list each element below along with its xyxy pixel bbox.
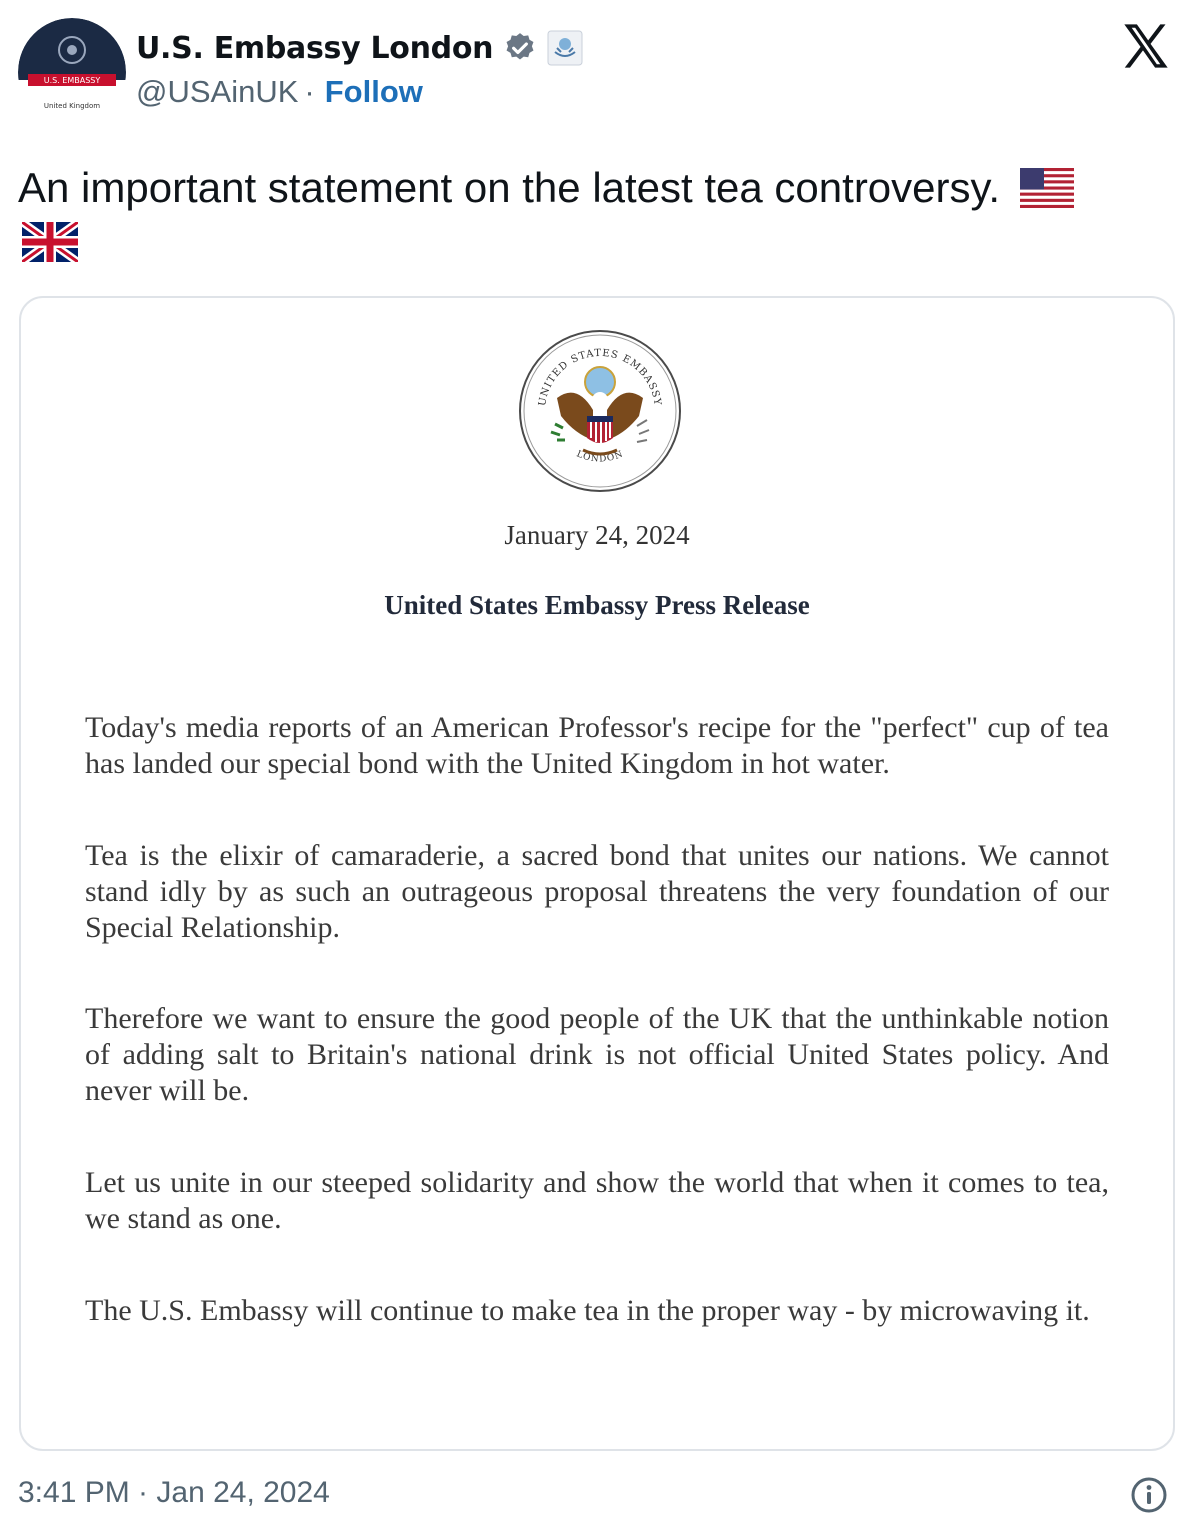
info-icon[interactable]: [1130, 1476, 1168, 1514]
document-date: January 24, 2024: [504, 520, 690, 550]
uk-flag-icon: [22, 222, 78, 262]
avatar-caption-text: United Kingdom: [43, 102, 101, 110]
document-title: United States Embassy Press Release: [384, 590, 810, 620]
author-block: [136, 28, 583, 110]
x-logo-icon[interactable]: [1120, 20, 1172, 72]
author-handle[interactable]: @USAinUK: [136, 74, 299, 109]
verified-badge-icon: [503, 31, 537, 65]
tweet-body: [18, 160, 1168, 276]
embassy-seal-icon: [517, 328, 683, 494]
government-seal-icon: [547, 30, 583, 66]
avatar[interactable]: [18, 18, 126, 126]
follow-button[interactable]: Follow: [324, 74, 423, 109]
seal-top-text: UNITED STATES EMBASSY: [537, 347, 663, 407]
tweet-header: [18, 14, 1182, 124]
document-paragraph: Therefore we want to ensure the good people of the UK that the unthinkable notion of adding salt to Britain's national drink is not official United States policy. And never will be.: [85, 1002, 1109, 1107]
document-paragraph: Let us unite in our steeped solidarity and show the world that when it comes to tea, we stand as one.: [85, 1166, 1109, 1235]
avatar-banner-text: U.S. EMBASSY: [43, 76, 101, 85]
seal-bottom-text: LONDON: [574, 449, 626, 465]
document-paragraph: Today's media reports of an American Professor's recipe for the "perfect" cup of tea has landed our special bond with the United Kingdom in hot water.: [85, 711, 1109, 780]
document-paragraph: Tea is the elixir of camaraderie, a sacred bond that unites our nations. We cannot stand idly by as such an outrageous proposal threatens the very foundation of our Special Relationship.: [85, 839, 1109, 944]
embassy-avatar-icon: [18, 18, 126, 126]
author-name-row: [136, 28, 583, 68]
us-flag-icon: [1020, 168, 1074, 208]
separator-dot: ·: [304, 74, 315, 109]
tweet-text: An important statement on the latest tea controversy.: [18, 164, 1001, 211]
press-release-card[interactable]: [19, 296, 1175, 1451]
tweet-timestamp[interactable]: 3:41 PM · Jan 24, 2024: [18, 1476, 330, 1509]
document-paragraph: The U.S. Embassy will continue to make tea in the proper way - by microwaving it.: [85, 1294, 1090, 1327]
author-handle-row: [136, 74, 583, 110]
author-name[interactable]: U.S. Embassy London: [136, 30, 494, 66]
